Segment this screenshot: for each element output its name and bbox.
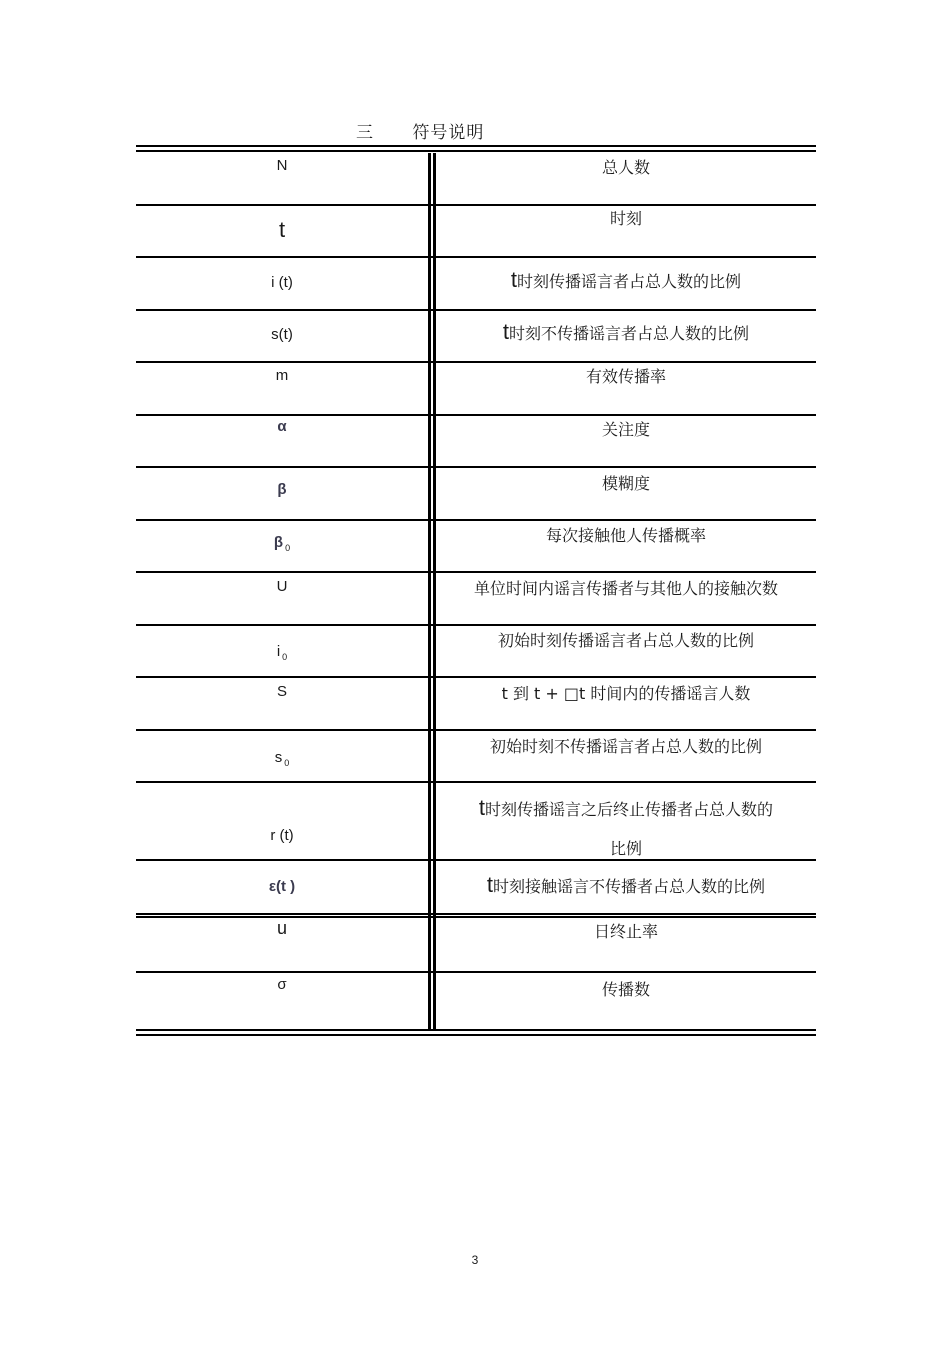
symbol-cell [136,749,428,768]
symbol-cell: α [277,418,287,435]
time-variable: t [502,319,510,344]
description-cell: t 到 t + □t 时间内的传播谣言人数 [501,684,751,703]
top-rule-inner [136,150,816,152]
symbol-table [136,145,816,1039]
symbol-subscript: 0 [282,652,288,662]
row-divider [136,256,816,258]
page-number: 3 [471,1253,479,1267]
description-text: 时刻接触谣言不传播者占总人数的比例 [493,877,766,896]
symbol-base: i [276,643,281,660]
time-variable: t [478,795,486,820]
row-divider [136,971,816,973]
description-cell [436,319,816,345]
symbol-cell [136,534,428,553]
top-rule [136,145,816,147]
symbol-cell: β [277,481,287,498]
row-divider [136,414,816,416]
symbol-cell: U [276,578,288,595]
row-divider [136,361,816,363]
symbol-base: β [273,534,284,551]
row-divider [136,913,816,915]
symbol-cell: m [275,367,289,384]
symbol-cell: i (t) [271,274,293,291]
symbol-cell: u [276,918,287,938]
symbol-cell [136,643,428,662]
symbol-cell: σ [277,976,287,993]
row-divider [136,466,816,468]
description-cell: 关注度 [601,420,650,439]
symbol-cell: ε(t ) [268,878,296,895]
description-text: 时刻不传播谣言者占总人数的比例 [509,324,750,343]
description-text: 时刻传播谣言者占总人数的比例 [517,272,742,291]
symbol-cell: t [278,217,286,242]
description-cell: 总人数 [601,158,650,177]
description-cell: 单位时间内谣言传播者与其他人的接触次数 [473,579,778,598]
section-heading [356,118,484,143]
column-divider [428,153,431,1031]
description-cell: 传播数 [601,980,650,999]
description-text: 时刻传播谣言之后终止传播者占总人数的 [485,800,774,819]
description-cell [436,267,816,293]
row-divider [136,519,816,521]
row-divider [136,729,816,731]
symbol-subscript: 0 [285,543,291,553]
symbol-base: s [274,749,283,766]
bottom-rule [136,1029,816,1031]
row-divider [136,676,816,678]
row-divider [136,624,816,626]
section-title: 符号说明 [412,123,485,143]
time-variable: t [486,872,494,897]
row-divider [136,781,816,783]
row-divider [136,571,816,573]
symbol-cell: N [276,157,288,174]
description-cell: 初始时刻传播谣言者占总人数的比例 [497,631,754,650]
description-cell: 日终止率 [593,922,658,941]
description-cell [436,795,816,821]
description-cell: 时刻 [609,209,642,228]
description-cell: 初始时刻不传播谣言者占总人数的比例 [489,737,762,756]
symbol-subscript: 0 [284,758,290,768]
bottom-rule-inner [136,1034,816,1036]
symbol-cell: r (t) [270,827,294,844]
row-divider [136,859,816,861]
description-cell: 有效传播率 [585,367,666,386]
section-number: 三 [356,123,374,143]
description-cell: 每次接触他人传播概率 [545,526,706,545]
description-cell: 模糊度 [601,474,650,493]
description-cell [436,872,816,898]
row-divider [136,309,816,311]
description-cell-continued: 比例 [609,839,642,858]
symbol-cell: S [276,683,287,700]
symbol-cell: s(t) [271,326,293,343]
time-variable: t [510,267,518,292]
